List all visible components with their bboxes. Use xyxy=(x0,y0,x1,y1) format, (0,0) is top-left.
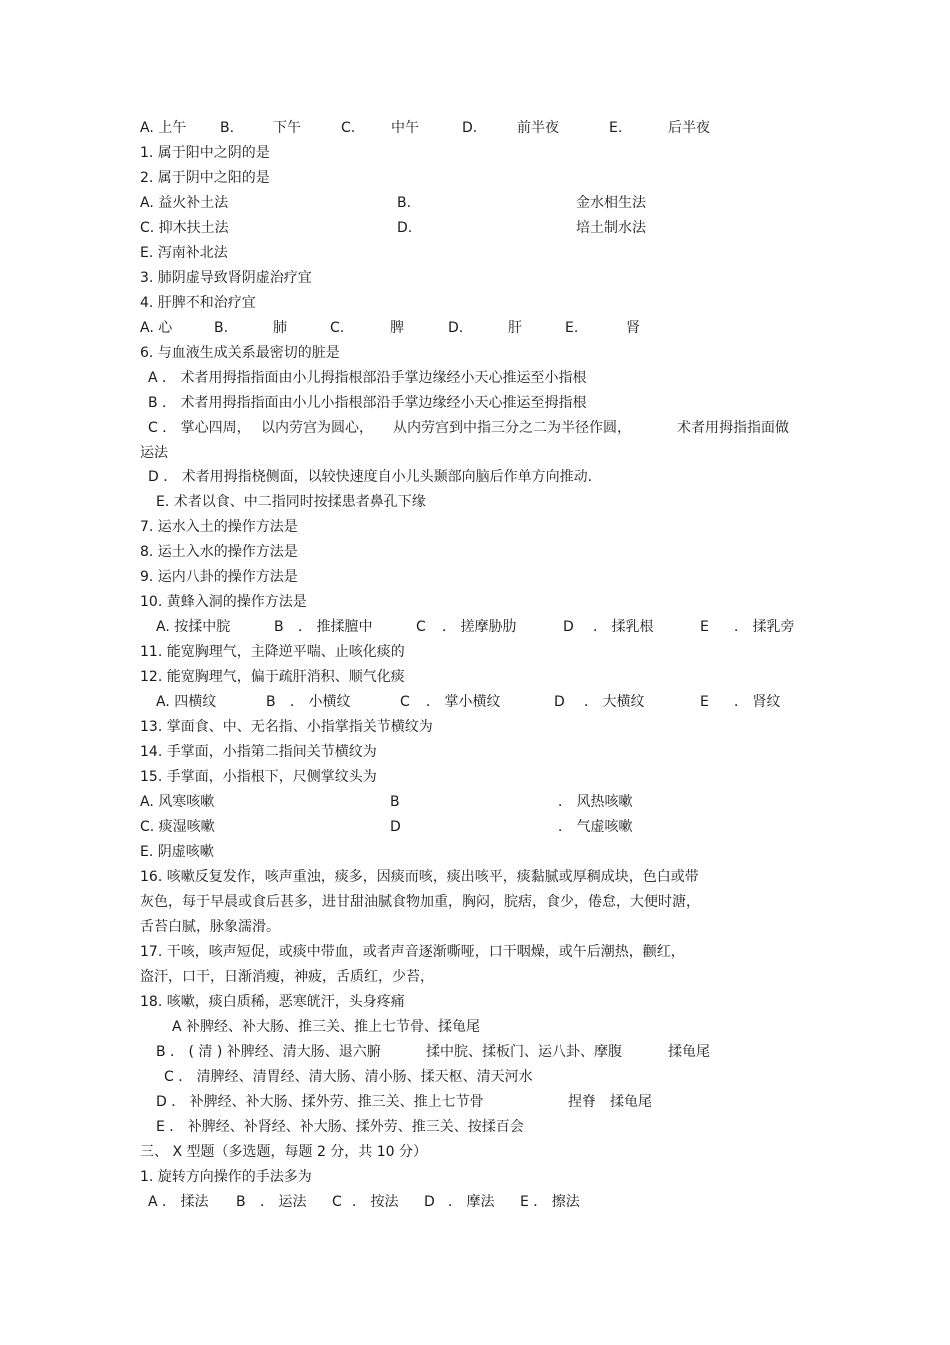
option-d-letter: D xyxy=(563,619,574,635)
question-line: 16. 咳嗽反复发作，咳声重浊，痰多，因痰而咳，痰出咳平，痰黏腻或厚稠成块，色白或带 xyxy=(140,869,699,885)
option-b-letter: B xyxy=(236,1194,246,1210)
option-b-letter: B xyxy=(390,794,400,810)
text-segment: 揉龟尾 xyxy=(668,1044,710,1060)
option-a: A. 按揉中脘 xyxy=(156,619,231,635)
question-line: 7. 运水入土的操作方法是 xyxy=(140,519,298,535)
question-line-cont: 盗汗，口干，日渐消瘦，神疲，舌质红，少苔， xyxy=(140,969,434,985)
option-line: C ． 清脾经、清胃经、清大肠、清小肠、揉天枢、清天河水 xyxy=(164,1069,533,1085)
option-line: E. 术者以食、中二指同时按揉患者鼻孔下缘 xyxy=(156,494,426,510)
option-c-text: 中午 xyxy=(391,120,419,136)
option-b-letter: B xyxy=(274,619,284,635)
option-b-text: ． 小横纹 xyxy=(290,694,351,710)
option-e: E. 泻南补北法 xyxy=(140,245,228,261)
option-b-text: 肺 xyxy=(273,320,287,336)
option-d-text: 前半夜 xyxy=(517,120,559,136)
question-line-cont: 舌苔白腻，脉象濡滑。 xyxy=(140,919,280,935)
option-e-letter: E xyxy=(700,619,709,635)
question-line: 1. 属于阳中之阴的是 xyxy=(140,145,270,161)
option-e: E. 阴虚咳嗽 xyxy=(140,844,214,860)
option-d-text: 培土制水法 xyxy=(576,220,646,236)
question-line: 6. 与血液生成关系最密切的脏是 xyxy=(140,345,340,361)
option-c-text: 脾 xyxy=(390,320,404,336)
question-line: 10. 黄蜂入洞的操作方法是 xyxy=(140,594,307,610)
option-c-letter: C. xyxy=(341,120,356,136)
option-d-letter: D xyxy=(390,819,401,835)
option-d-letter: D xyxy=(554,694,565,710)
option-d-text: ． 气虚咳嗽 xyxy=(558,819,633,835)
option-c: C. 痰湿咳嗽 xyxy=(140,819,215,835)
option-a: A. 益火补土法 xyxy=(140,195,229,211)
option-b-text: 下午 xyxy=(273,120,301,136)
option-e: E ． 擦法 xyxy=(520,1194,580,1210)
question-line: 1. 旋转方向操作的手法多为 xyxy=(140,1169,312,1185)
question-line: 8. 运土入水的操作方法是 xyxy=(140,544,298,560)
option-d-text: ． 揉乳根 xyxy=(593,619,654,635)
option-e-text: 肾 xyxy=(626,320,640,336)
option-line: A 补脾经、补大肠、推三关、推上七节骨、揉龟尾 xyxy=(172,1019,481,1035)
option-a: A. 四横纹 xyxy=(156,694,217,710)
option-d-letter: D. xyxy=(462,120,478,136)
option-d-letter: D xyxy=(424,1194,435,1210)
option-c-letter: C xyxy=(416,619,426,635)
option-e-text: 后半夜 xyxy=(668,120,710,136)
question-line: 14. 手掌面，小指第二指间关节横纹为 xyxy=(140,744,377,760)
text-segment: 揉龟尾 xyxy=(610,1094,652,1110)
option-e-letter: E xyxy=(700,694,709,710)
option-b-letter: B. xyxy=(397,195,412,211)
question-line: 15. 手掌面，小指根下，尺侧掌纹头为 xyxy=(140,769,377,785)
option-b-letter: B. xyxy=(220,120,235,136)
option-d-text: 肝 xyxy=(508,320,522,336)
option-b-letter: B. xyxy=(214,320,229,336)
question-line: 2. 属于阴中之阳的是 xyxy=(140,170,270,186)
option-d-letter: D. xyxy=(397,220,413,236)
option-line: E ． 补脾经、补肾经、补大肠、揉外劳、推三关、按揉百会 xyxy=(156,1119,524,1135)
option-d-letter: D. xyxy=(448,320,464,336)
question-line: 12. 能宽胸理气，偏于疏肝消积、顺气化痰 xyxy=(140,669,405,685)
section-heading: 三、 X 型题（多选题，每题 2 分，共 10 分） xyxy=(140,1144,428,1160)
question-line: 13. 掌面食、中、无名指、小指掌指关节横纹为 xyxy=(140,719,433,735)
text-segment: 以内劳宫为圆心， xyxy=(261,420,373,436)
option-b-text: ． 运法 xyxy=(260,1194,307,1210)
option-a: A ． 揉法 xyxy=(148,1194,209,1210)
option-a: A. 心 xyxy=(140,320,173,336)
question-line: 3. 肺阴虚导致肾阴虚治疗宜 xyxy=(140,270,312,286)
text-segment: D ． 补脾经、补大肠、揉外劳、推三关、推上七节骨 xyxy=(156,1094,484,1110)
question-line: 11. 能宽胸理气，主降逆平喘、止咳化痰的 xyxy=(140,644,405,660)
option-c-text: ． 掌小横纹 xyxy=(426,694,501,710)
option-d-text: ． 大横纹 xyxy=(584,694,645,710)
option-line: D ． 术者用拇指桡侧面，以较快速度自小儿头颞部向脑后作单方向推动. xyxy=(148,469,593,485)
option-d-text: ． 摩法 xyxy=(448,1194,495,1210)
option-line: B ． 术者用拇指指面由小儿小指根部沿手掌边缘经小天心推运至拇指根 xyxy=(148,395,587,411)
option-e-letter: E. xyxy=(609,120,623,136)
option-c-letter: C. xyxy=(330,320,345,336)
question-line: 17. 干咳，咳声短促，或痰中带血，或者声音逐渐嘶哑，口干咽燥，或午后潮热，颧红， xyxy=(140,944,685,960)
option-c-text: ． 按法 xyxy=(352,1194,399,1210)
question-line-cont: 灰色，每于早晨或食后甚多，进甘甜油腻食物加重，胸闷，脘痞，食少，倦怠，大便时溏， xyxy=(140,894,700,910)
option-a: A. 上午 xyxy=(140,120,187,136)
option-line-cont: 运法 xyxy=(140,445,168,461)
option-b-text: 金水相生法 xyxy=(576,195,646,211)
question-line: 4. 肝脾不和治疗宜 xyxy=(140,295,256,311)
text-segment: C ． 掌心四周， xyxy=(148,420,251,436)
text-segment: B ． ( 清 ) 补脾经、清大肠、退六腑 xyxy=(156,1044,381,1060)
text-segment: 捏脊 xyxy=(568,1094,596,1110)
option-a: A. 风寒咳嗽 xyxy=(140,794,215,810)
option-c-letter: C xyxy=(332,1194,342,1210)
option-line: A ． 术者用拇指指面由小儿拇指根部沿手掌边缘经小天心推运至小指根 xyxy=(148,370,587,386)
option-b-text: ． 风热咳嗽 xyxy=(558,794,633,810)
question-line: 9. 运内八卦的操作方法是 xyxy=(140,569,298,585)
option-e-text: ． 肾纹 xyxy=(734,694,781,710)
option-c-letter: C xyxy=(400,694,410,710)
option-e-letter: E. xyxy=(565,320,579,336)
option-c-text: ． 搓摩胁肋 xyxy=(442,619,517,635)
question-line: 18. 咳嗽，痰白质稀，恶寒㿠汗，头身疼痛 xyxy=(140,994,405,1010)
option-c: C. 抑木扶土法 xyxy=(140,220,229,236)
text-segment: 从内劳宫到中指三分之二为半径作圆， xyxy=(393,420,631,436)
option-e-text: ． 揉乳旁 xyxy=(734,619,795,635)
text-segment: 揉中脘、揉板门、运八卦、摩腹 xyxy=(426,1044,622,1060)
option-b-text: ． 推揉膻中 xyxy=(298,619,373,635)
option-b-letter: B xyxy=(266,694,276,710)
text-segment: 术者用拇指指面做 xyxy=(677,420,789,436)
